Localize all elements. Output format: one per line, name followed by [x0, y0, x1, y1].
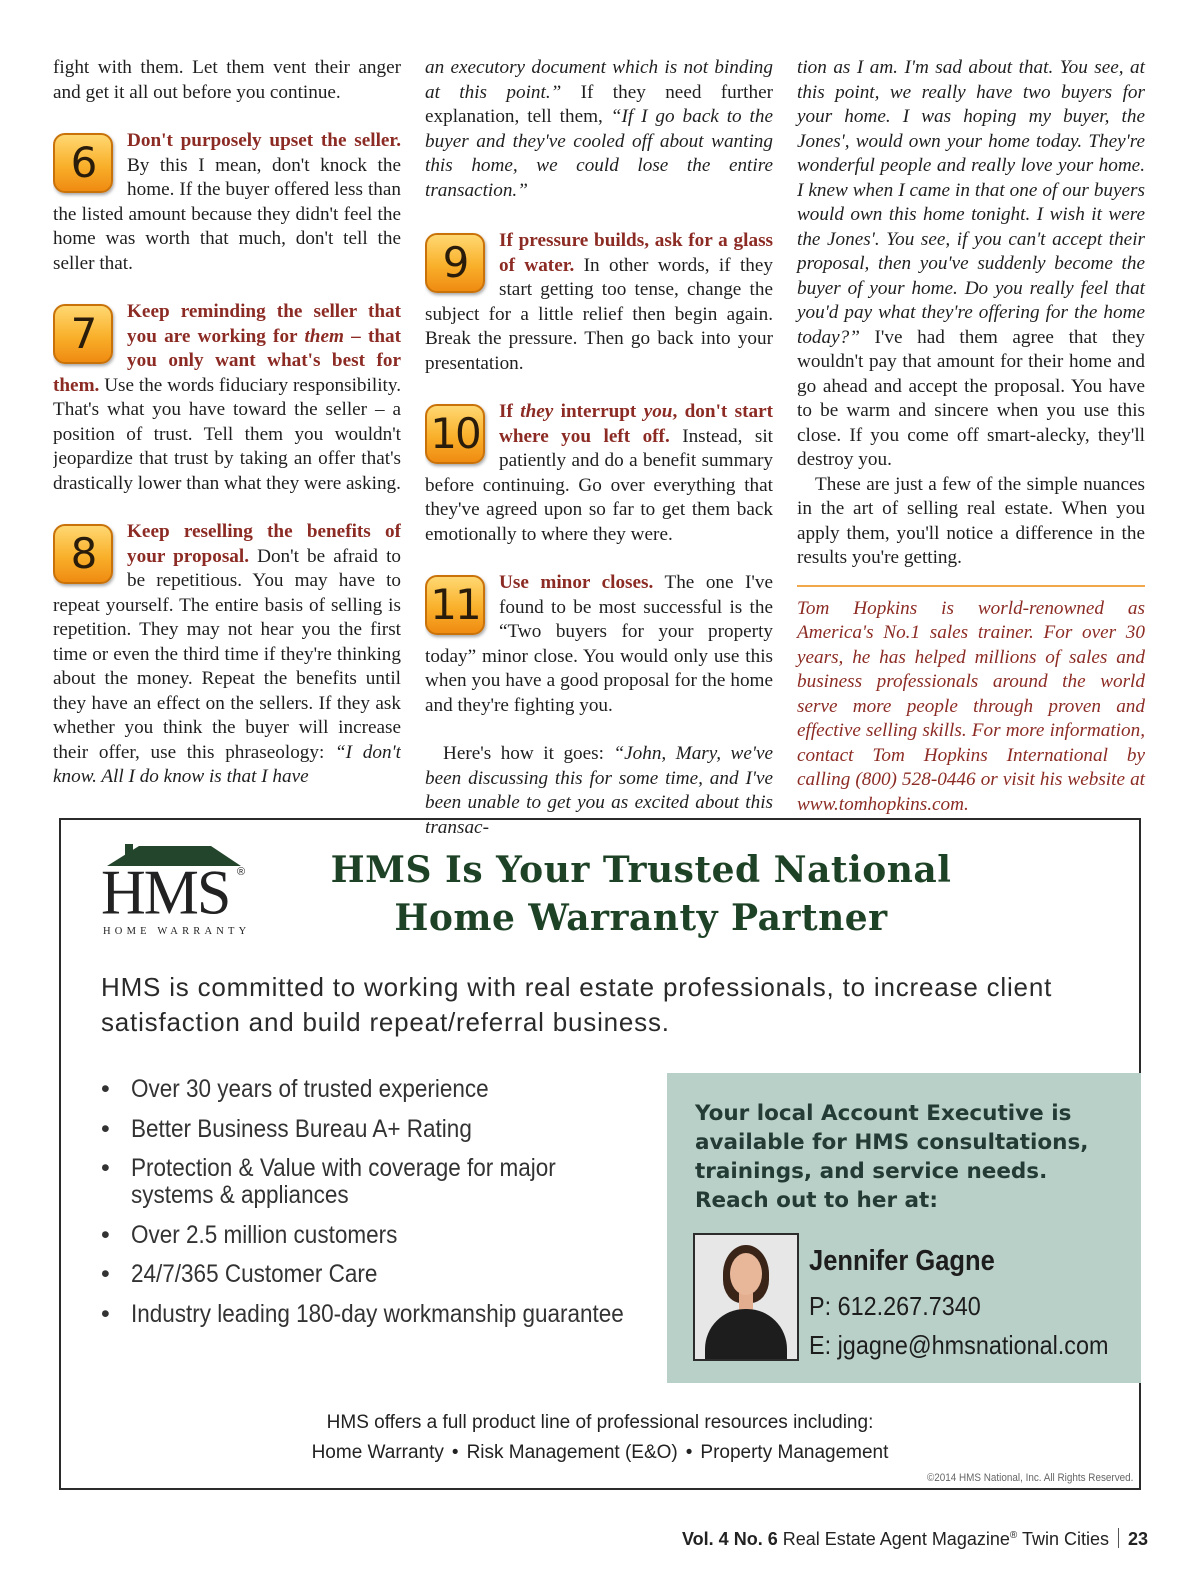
tip-body: Use the words fiduciary responsibility. That's what you have toward the seller – a position of trust. Tell them you wouldn't jeopardize that trust by taking an offer that's drastically lower than what they were asking. [53, 374, 401, 494]
tip-8 [53, 520, 401, 790]
offer-items [61, 1438, 1139, 1468]
tip-quote: “I don't know. All I do know is that I have [53, 741, 401, 787]
list-item [101, 1076, 641, 1103]
offer-line: HMS offers a full product line of professional resources including: [326, 1412, 874, 1433]
tip-heading-part: interrupt [553, 401, 644, 422]
tip-body: Don't be afraid to be repetitious. You may have to repeat yourself. The entire basis of selling is repetition. They may not hear you the first time or even the third time if they're thinking about the money. Repeat the benefits until they have an effect on the sellers. If they ask whether you think the buyer will increase their offer, use this phraseology: [53, 545, 401, 763]
offer-item: Risk Management (E&O) [466, 1442, 678, 1463]
list-item-text: 24/7/365 Customer Care [131, 1260, 378, 1288]
tip-heading-emphasis: you [643, 401, 673, 422]
list-item [101, 1116, 641, 1143]
registered-mark: ® [237, 866, 246, 878]
list-item [101, 1222, 641, 1249]
tip-body: The one I've found to be most successful is the “Two buyers for your property today” minor close. You would only use this when you have a good proposal for the home and they're fighting you. [425, 572, 773, 716]
paragraph: I've had them agree that they wouldn't pay that amount for their home and go ahead and accept the proposal. You have to be warm and sincere when you use this close. If you come off smart-alecky, they'll destroy you. [797, 326, 1145, 470]
offer-section [61, 1408, 1139, 1468]
hms-advertisement [59, 818, 1141, 1490]
quote: “John, Mary, we've been discussing this for some time, and I've been unable to get you as excited about this transac- [425, 743, 773, 838]
list-item-text: Industry leading 180-day workmanship guarantee [131, 1299, 624, 1328]
headshot-photo [693, 1233, 799, 1361]
page-number: 23 [1127, 1529, 1148, 1549]
list-item [101, 1261, 641, 1288]
bullet-separator: • [685, 1442, 693, 1463]
bullet-separator: • [451, 1442, 459, 1463]
contact-phone[interactable]: P: 612.267.7340 [809, 1291, 981, 1321]
tip-heading-part: – that you only want what's best for them. [53, 325, 401, 396]
tip-heading-part: , don't start where you left off. [499, 401, 773, 447]
tip-heading-emphasis: they [520, 401, 554, 422]
paragraph: Here's how it goes: [443, 743, 614, 764]
contact-box [667, 1073, 1141, 1383]
article-column-3 [797, 56, 1145, 817]
number-badge-10: 10 [425, 404, 485, 464]
tip-heading: Use minor closes. [499, 572, 654, 593]
tip-body: Instead, sit patiently and do a benefit summary before continuing. Go over everything that they've agreed upon so far to get them back emotionally to where they were. [425, 425, 773, 545]
tip-heading-emphasis: them [304, 325, 344, 347]
logo-subtitle: HOME WARRANTY [103, 926, 251, 937]
tip-body: In other words, if they start getting too tense, change the subject for a little relief then begin again. Break the pressure. Then go back into your presentation. [425, 254, 773, 374]
list-item-text: Better Business Bureau A+ Rating [131, 1114, 472, 1143]
list-item-text: Protection & Value with coverage for major systems & appliances [131, 1154, 556, 1209]
edition-city: Twin Cities [1021, 1529, 1109, 1549]
tip-heading: If pressure builds, ask for a glass of water. [499, 230, 773, 276]
tip-7 [53, 300, 401, 496]
list-item [101, 1155, 641, 1209]
number-badge-9: 9 [425, 233, 485, 293]
paragraph: These are just a few of the simple nuances in the art of selling real estate. When you apply them, you'll notice a difference in the results you're getting. [797, 473, 1145, 568]
number-badge-11: 11 [425, 575, 485, 635]
offer-item: Home Warranty [311, 1442, 444, 1463]
divider [1118, 1528, 1119, 1548]
tip-body: By this I mean, don't knock the home. If the buyer offered less than the listed amount because they didn't feel the home was worth that much, don't tell the seller that. [53, 154, 401, 274]
paragraph: If they need further explanation, tell them, [425, 81, 773, 127]
quote: “If I go back to the buyer and they've cooled off about wanting this home, we could lose the entire transaction.” [425, 106, 773, 201]
contact-description: Your local Account Executive is available for HMS consultations, trainings, and service needs. Reach out to her at: [695, 1101, 1089, 1213]
feature-list [101, 1076, 641, 1340]
author-bio: Tom Hopkins is world-renowned as America's No.1 sales trainer. For over 30 years, he has helped millions of sales and business professionals around the world serve more people through proven and effective selling skills. For more information, contact Tom Hopkins International by calling (800) 528-0446 or visit his website at www.tomhopkins.com. [797, 597, 1145, 815]
logo-letters: HMS [101, 858, 230, 928]
divider [797, 585, 1145, 587]
tip-heading-part: If [499, 401, 521, 422]
paragraph: fight with them. Let them vent their anger and get it all out before you continue. [53, 57, 401, 103]
volume-issue: Vol. 4 No. 6 [682, 1529, 778, 1549]
article-column-2 [425, 56, 773, 840]
ad-title-line: HMS Is Your Trusted National [330, 849, 952, 891]
contact-email[interactable]: E: jgagne@hmsnational.com [809, 1330, 1109, 1360]
number-badge-8: 8 [53, 524, 113, 584]
ad-title-line: Home Warranty Partner [394, 897, 888, 939]
tip-heading: Keep reselling the benefits of your proposal. [127, 521, 401, 567]
number-badge-7: 7 [53, 304, 113, 364]
tip-11 [425, 571, 773, 718]
tip-9 [425, 229, 773, 376]
contact-name: Jennifer Gagne [809, 1245, 995, 1277]
quote: an executory document which is not binding at this point.” [425, 57, 773, 103]
tip-10 [425, 400, 773, 547]
tip-heading-part: Keep reminding the seller that you are working for [127, 301, 401, 347]
registered-mark: ® [1009, 1530, 1018, 1541]
article-column-1 [53, 56, 401, 790]
tip-heading: Don't purposely upset the seller. [127, 130, 401, 151]
tip-6 [53, 129, 401, 276]
list-item-text: Over 2.5 million customers [131, 1220, 398, 1249]
offer-item: Property Management [700, 1442, 889, 1463]
number-badge-6: 6 [53, 133, 113, 193]
quote: tion as I am. I'm sad about that. You see, at this point, we really have two buyers for your home. I was hoping my buyer, the Jones', would own your home today. They're wonderful people and really love your home. I knew when I came in that one of our buyers would own this home tonight. I wish it were the Jones'. You see, if you can't accept their proposal, then you've suddenly become the buyer of your home. Do you really feel that you'd pay what they're offering for the home today?” [797, 57, 1145, 348]
list-item [101, 1301, 641, 1328]
ad-intro: HMS is committed to working with real estate professionals, to increase client satisfaction and build repeat/referral business. [101, 972, 1053, 1037]
magazine-name: Real Estate Agent Magazine [782, 1529, 1010, 1549]
hms-logo [101, 842, 251, 942]
ad-title [291, 846, 991, 942]
list-item-text: Over 30 years of trusted experience [131, 1075, 489, 1103]
page-footer [682, 1528, 1148, 1550]
copyright: ©2014 HMS National, Inc. All Rights Reserved. [926, 1472, 1133, 1484]
